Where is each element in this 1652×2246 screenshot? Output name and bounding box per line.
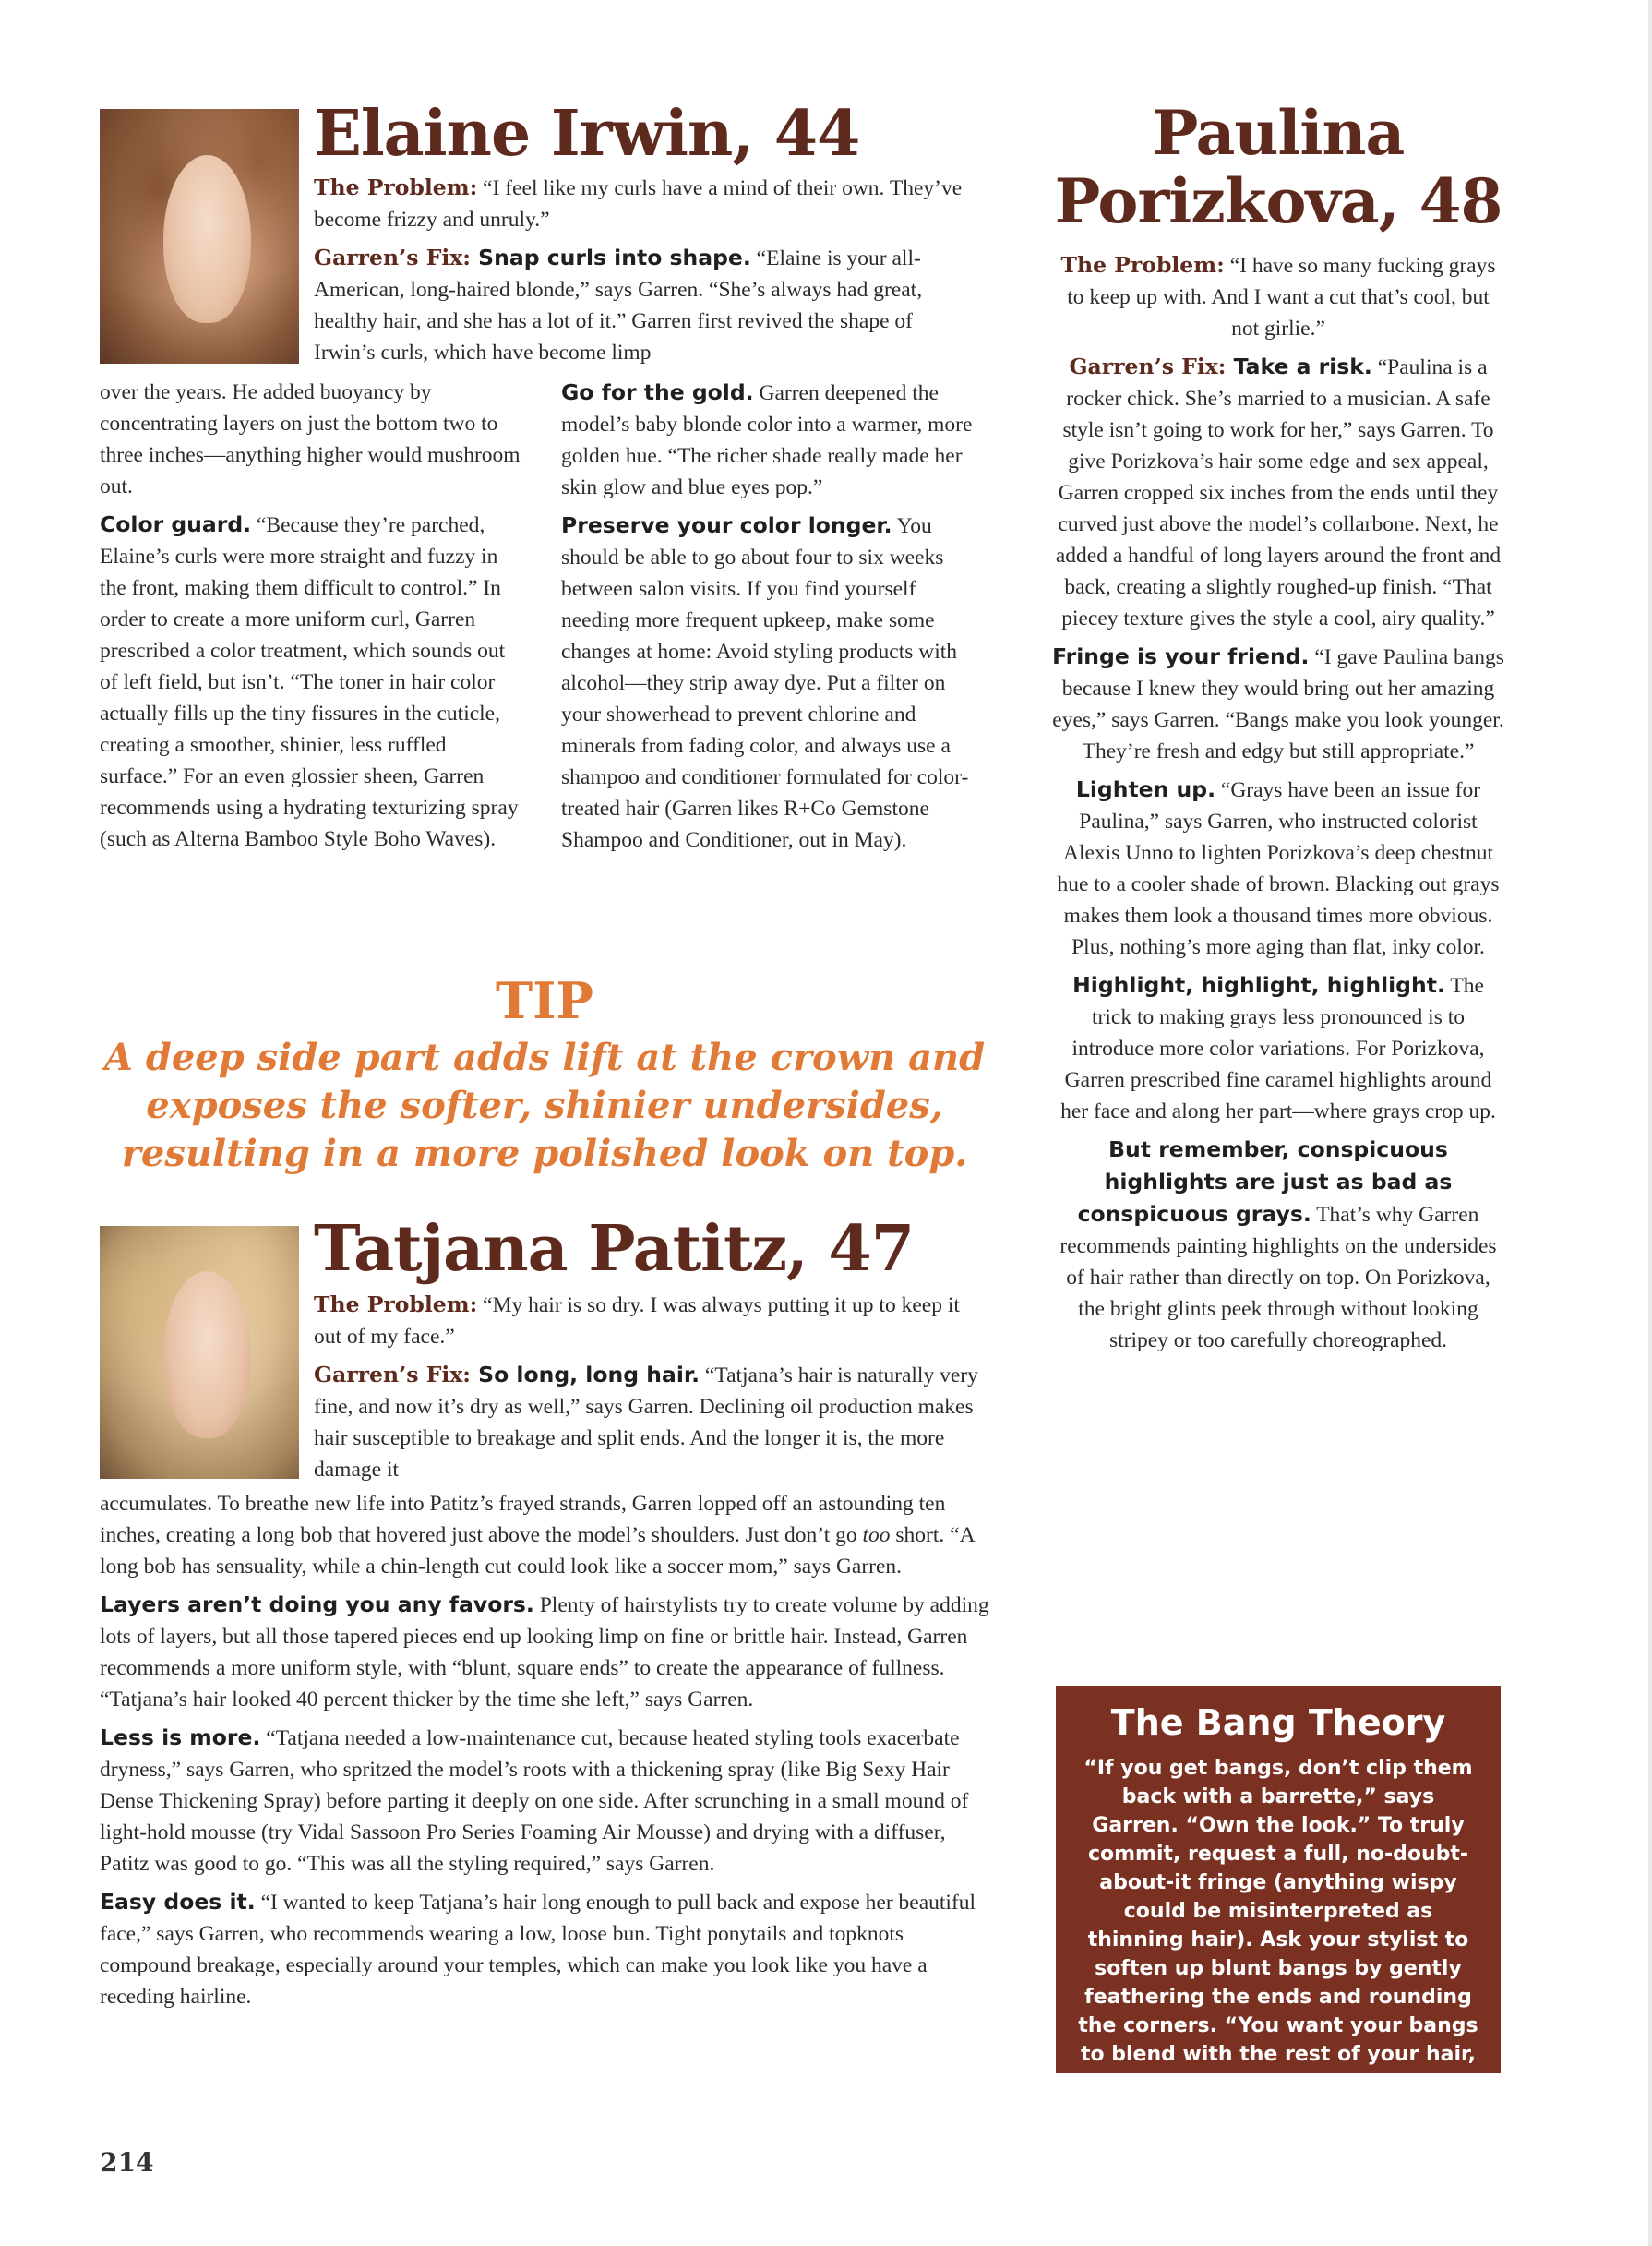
layers-text: Plenty of hairstylists try to create volume by adding lots of layers, but all those tapered pieces end up looking limp on fine or brittle hair. Instead, Garren recommends a more uniform style, with “blunt, square ends” to create the appearance of fullness. “Tatjana’s hair looked 40 percent thicker by the time she left,” says Garren.	[100, 1593, 989, 1712]
elaine-col1-p2	[100, 509, 528, 855]
paulina-p2	[1052, 641, 1504, 767]
elaine-col2-p1	[561, 377, 986, 503]
page-edge	[1648, 0, 1652, 2246]
easy-does-it-text: “I wanted to keep Tatjana’s hair long enough to pull back and expose her beautiful face,” says Garren, who recommends wearing a low, loose bun. Tight ponytails and topknots compound breakage, especially around your temples, which can make you look like you have a receding hairline.	[100, 1891, 976, 2009]
fix-lead: Snap curls into shape.	[471, 245, 751, 270]
bang-theory-box	[1056, 1686, 1501, 2123]
elaine-intro	[314, 172, 965, 375]
highlight-text: The trick to making grays less pronounced is to introduce more color variations. For Porizkova, Garren prescribed fine caramel highlights around her face and along her part—where grays crop up.	[1060, 974, 1496, 1123]
less-is-more-lead: Less is more.	[100, 1724, 261, 1750]
fix-label: Garren’s Fix:	[1069, 354, 1227, 379]
fix-text: “Tatjana’s hair is naturally very fine, and now it’s dry as well,” says Garren. Declining oil production makes hair susceptible to breakage and split ends. And the longer it is, the more damage it	[314, 1363, 978, 1482]
problem-text: “I feel like my curls have a mind of their own. They’ve become frizzy and unruly.”	[314, 176, 963, 232]
paulina-headline-line1: Paulina	[1152, 97, 1405, 169]
tatjana-patitz-photo	[100, 1226, 299, 1479]
tatjana-problem	[314, 1289, 989, 1352]
color-guard-text: “Because they’re parched, Elaine’s curls were more straight and fuzzy in the front, making them difficult to control.” In order to create a more uniform curl, Garren prescribed a color treatment, which sounds out of left field, but isn’t. “The toner in hair color actually fills up the tiny fissures in the cuticle, creating a smoother, shinier, less ruffled surface.” For an even glossier sheen, Garren recommends using a hydrating texturizing spray (such as Alterna Bamboo Style Boho Waves).	[100, 513, 519, 851]
lighten-up-text: “Grays have been an issue for Paulina,” says Garren, who instructed colorist Alexis Unno to lighten Porizkova’s deep chestnut hue to a cooler shade of brown. Blacking out grays makes them look a thousand times more obvious. Plus, nothing’s more aging than flat, inky color.	[1057, 778, 1500, 959]
tatjana-body	[100, 1488, 989, 2019]
fix-lead: So long, long hair.	[471, 1362, 700, 1387]
fringe-text: “I gave Paulina bangs because I knew they would bring out her amazing eyes,” says Garren. “Bangs make you look younger. They’re fresh and edgy but still appropriate.”	[1052, 645, 1504, 763]
fringe-lead: Fringe is your friend.	[1052, 643, 1310, 669]
tip-title: TIP	[495, 971, 594, 1030]
lighten-up-lead: Lighten up.	[1075, 776, 1216, 802]
tatjana-intro	[314, 1289, 989, 1492]
problem-label: The Problem:	[314, 174, 478, 200]
go-gold-text: Garren deepened the model’s baby blonde color into a warmer, more golden hue. “The richer shade really made her skin glow and blue eyes pop.”	[561, 381, 973, 499]
paulina-fix	[1052, 351, 1504, 634]
remember-lead: But remember, conspicuous highlights are just as bad as conspicuous grays.	[1077, 1136, 1453, 1227]
tatjana-p1-end: short. “A long bob has sensuality, while a chin-length cut could look like a soccer mom,” says Garren.	[100, 1523, 975, 1579]
remember-text: That’s why Garren recommends painting highlights on the undersides of hair rather than directly on top. On Porizkova, the bright glints peek through without looking stripey or too carefully choreographed.	[1059, 1203, 1497, 1352]
go-gold-lead: Go for the gold.	[561, 379, 754, 405]
page-number: 214	[100, 2147, 154, 2178]
paulina-column	[1052, 97, 1504, 1363]
tatjana-fix	[314, 1359, 989, 1485]
tatjana-p1-emphasis: too	[862, 1523, 891, 1547]
fix-label: Garren’s Fix:	[314, 1362, 471, 1387]
fix-text: “Elaine is your all-American, long-haired blonde,” says Garren. “She’s always had great, healthy hair, and she has a lot of it.” Garren first revived the shape of Irwin’s curls, which have become limp	[314, 246, 923, 365]
easy-does-it-lead: Easy does it.	[100, 1889, 256, 1915]
elaine-column-2	[561, 377, 986, 862]
problem-text: “My hair is so dry. I was always putting it up to keep it out of my face.”	[314, 1293, 960, 1349]
tatjana-headline: Tatjana Patitz, 47	[314, 1212, 915, 1286]
elaine-problem	[314, 172, 965, 235]
paulina-p5	[1052, 1134, 1504, 1356]
tip-text: A deep side part adds lift at the crown and exposes the softer, shinier undersides, resulting in a more polished look on top.	[103, 1036, 986, 1175]
less-is-more-text: “Tatjana needed a low-maintenance cut, because heated styling tools exacerbate dryness,” says Garren, who spritzed the model’s roots with a thickening spray (like Big Sexy Hair Dense Thickening Spray) before parting it deeply on one side. After scrunching in a small mound of light-hold mousse (try Vidal Sassoon Pro Series Foaming Air Mousse) and drying with a diffuser, Patitz was good to go. “This was all the styling required,” says Garren.	[100, 1726, 969, 1876]
fix-lead: Take a risk.	[1226, 354, 1372, 379]
tip-block	[92, 971, 997, 1178]
problem-text: “I have so many fucking grays to keep up with. And I want a cut that’s cool, but not girlie.”	[1067, 254, 1496, 341]
elaine-fix	[314, 242, 965, 368]
preserve-color-text: You should be able to go about four to six weeks between salon visits. If you find yourself needing more frequent upkeep, make some changes at home: Avoid styling products with alcohol—they strip away dye. Put a filter on your showerhead to prevent chlorine and minerals from fading color, and always use a shampoo and conditioner formulated for color-treated hair (Garren likes R+Co Gemstone Shampoo and Conditioner, out in May).	[561, 514, 969, 852]
problem-label: The Problem:	[314, 1291, 478, 1317]
paulina-headline-line2: Porizkova, 48	[1054, 165, 1502, 237]
problem-label: The Problem:	[1060, 252, 1225, 278]
bang-theory-title: The Bang Theory	[1110, 1702, 1446, 1743]
fix-label: Garren’s Fix:	[314, 245, 471, 270]
elaine-column-1	[100, 377, 528, 861]
tatjana-p3	[100, 1722, 989, 1880]
bang-theory-text: “If you get bangs, don’t clip them back with a barrette,” says Garren. “Own the look.” To truly commit, request a full, no-doubt-about-it fringe (anything wispy could be misinterpreted as thinning hair). Ask your stylist to soften up blunt bangs by gently feathering the ends and rounding the corners. “You want your bangs to blend with the rest of your hair, not stop abruptly at the forehead,” says Garren.	[1078, 1757, 1478, 2123]
paulina-p3	[1052, 774, 1504, 963]
tatjana-p2	[100, 1589, 989, 1715]
paulina-problem	[1052, 249, 1504, 344]
elaine-col1-p1: over the years. He added buoyancy by concentrating layers on just the bottom two to three inches—anything higher would mushroom out.	[100, 380, 521, 498]
elaine-headline: Elaine Irwin, 44	[314, 97, 860, 171]
layers-lead: Layers aren’t doing you any favors.	[100, 1591, 534, 1617]
tatjana-p1	[100, 1488, 989, 1582]
highlight-lead: Highlight, highlight, highlight.	[1072, 972, 1445, 998]
color-guard-lead: Color guard.	[100, 511, 252, 537]
paulina-p4	[1052, 969, 1504, 1127]
tatjana-p4	[100, 1886, 989, 2012]
elaine-col2-p2	[561, 510, 986, 856]
fix-text: “Paulina is a rocker chick. She’s married to a musician. A safe style isn’t going to work for her,” says Garren. To give Porizkova’s hair some edge and sex appeal, Garren cropped six inches from the ends until they curved just above the model’s collarbone. Next, he added a handful of long layers around the front and back, creating a slightly roughed-up finish. “That piecey texture gives the style a cool, airy quality.”	[1055, 355, 1502, 631]
preserve-color-lead: Preserve your color longer.	[561, 512, 892, 538]
tatjana-p1-text: accumulates. To breathe new life into Patitz’s frayed strands, Garren lopped off an astounding ten inches, creating a long bob that hovered just above the model’s shoulders. Just don’t go	[100, 1492, 946, 1547]
elaine-irwin-photo	[100, 109, 299, 364]
